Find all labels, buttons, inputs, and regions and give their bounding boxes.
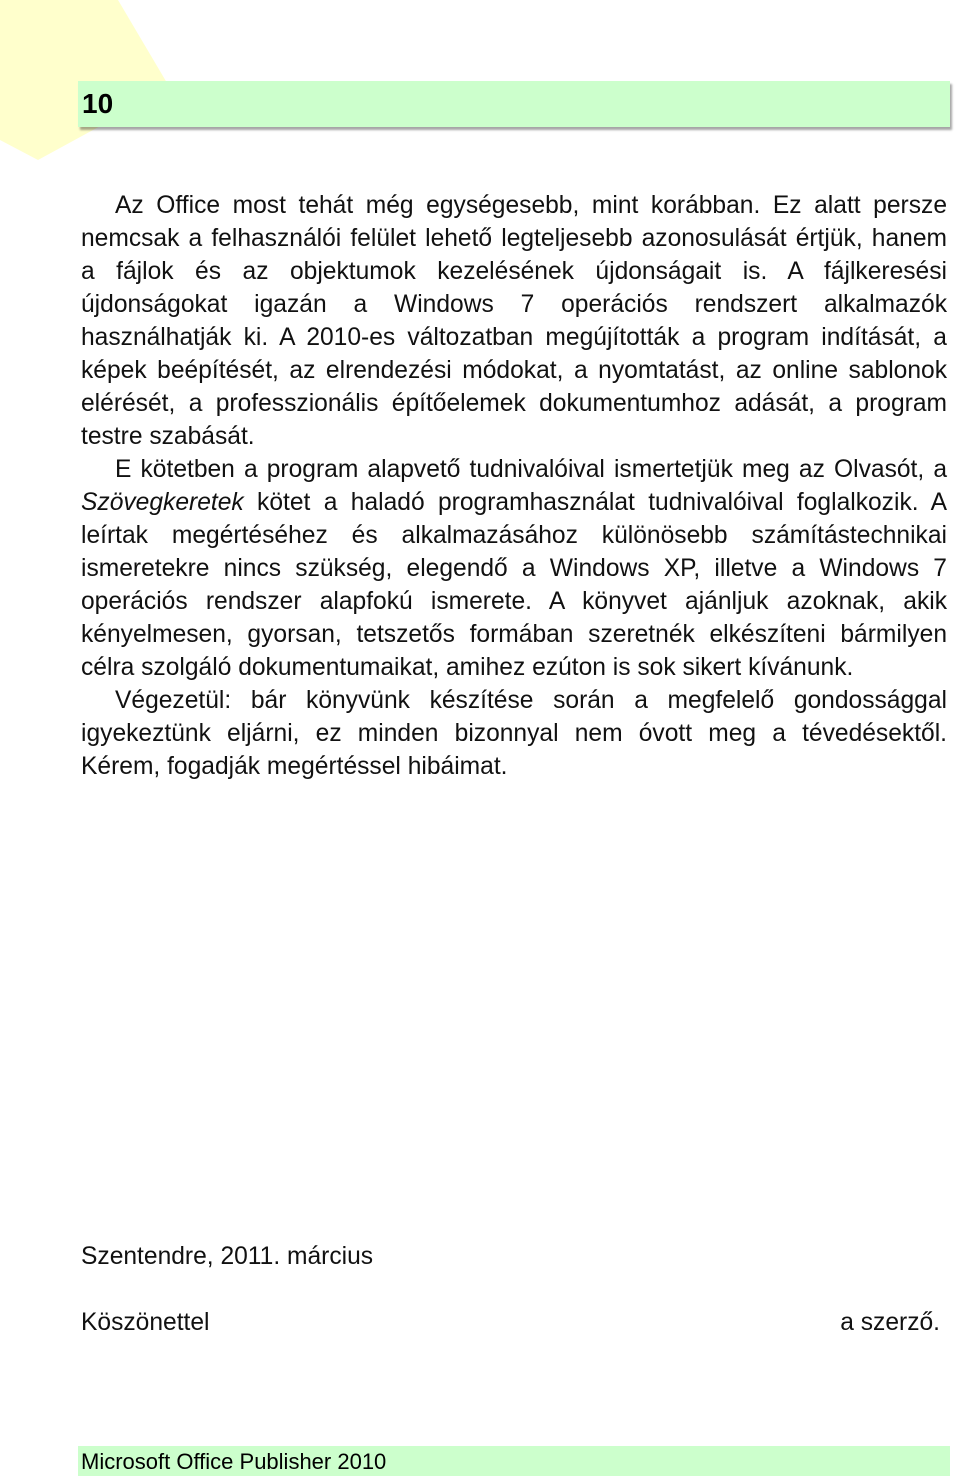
paragraph-1: [81, 189, 947, 453]
page-footer: [78, 1446, 950, 1476]
page-number: 10: [82, 88, 114, 119]
closing-text: Köszönettel: [81, 1309, 210, 1336]
paragraph-3-text: Végezetül: bár könyvünk készítése során a megfelelő gondossággal igyekeztünk eljárni, ez minden bizonnyal nem óvott meg a tévedésektől. Kérem, fogadják megértéssel hibáimat.: [81, 687, 947, 780]
paragraph-1-text: Az Office most tehát még egységesebb, mint korábban. Ez alatt persze nemcsak a felhasználói felület lehető legteljesebb azonosulását értjük, hanem a fájlok és az objektumok kezelésének újdonságait is. A fájlkeresési újdonságokat igazán a Windows 7 operációs rendszert alkalmazók használhatják ki. A 2010-es változatban megújították a program indítását, a képek beépítését, az elrendezési módokat, a nyomtatást, az online sablonok elérését, a professzionális építőelemek dokumentumhoz adását, a program testre szabását.: [81, 192, 947, 450]
paragraph-2-text-end: kötet a haladó programhasználat tudnivalóival foglalkozik. A leírtak megértéséhez és alkalmazásához különösebb számítástechnikai ismeretekre nincs szükség, elegendő a Windows XP, illetve a Windows 7 operációs rendszer alapfokú ismerete. A könyvet ajánljuk azoknak, akik kényelmesen, gyorsan, tetszetős formában szeretnék elkészíteni bármilyen célra szolgáló dokumentumaikat, amihez ezúton is sok sikert kívánunk.: [81, 489, 947, 681]
book-title-italic: Szövegkeretek: [81, 489, 244, 516]
author-signature: a szerző.: [840, 1309, 940, 1336]
paragraph-3: [81, 684, 947, 783]
footer-book-title: Microsoft Office Publisher 2010: [81, 1449, 387, 1474]
body-text: [81, 189, 947, 783]
paragraph-2: [81, 453, 947, 684]
paragraph-2-text-start: E kötetben a program alapvető tudnivalóival ismertetjük meg az Olvasót, a: [115, 456, 947, 483]
page-header: [78, 81, 950, 127]
place-date: Szentendre, 2011. március: [81, 1243, 374, 1270]
corner-decoration: [0, 0, 170, 160]
